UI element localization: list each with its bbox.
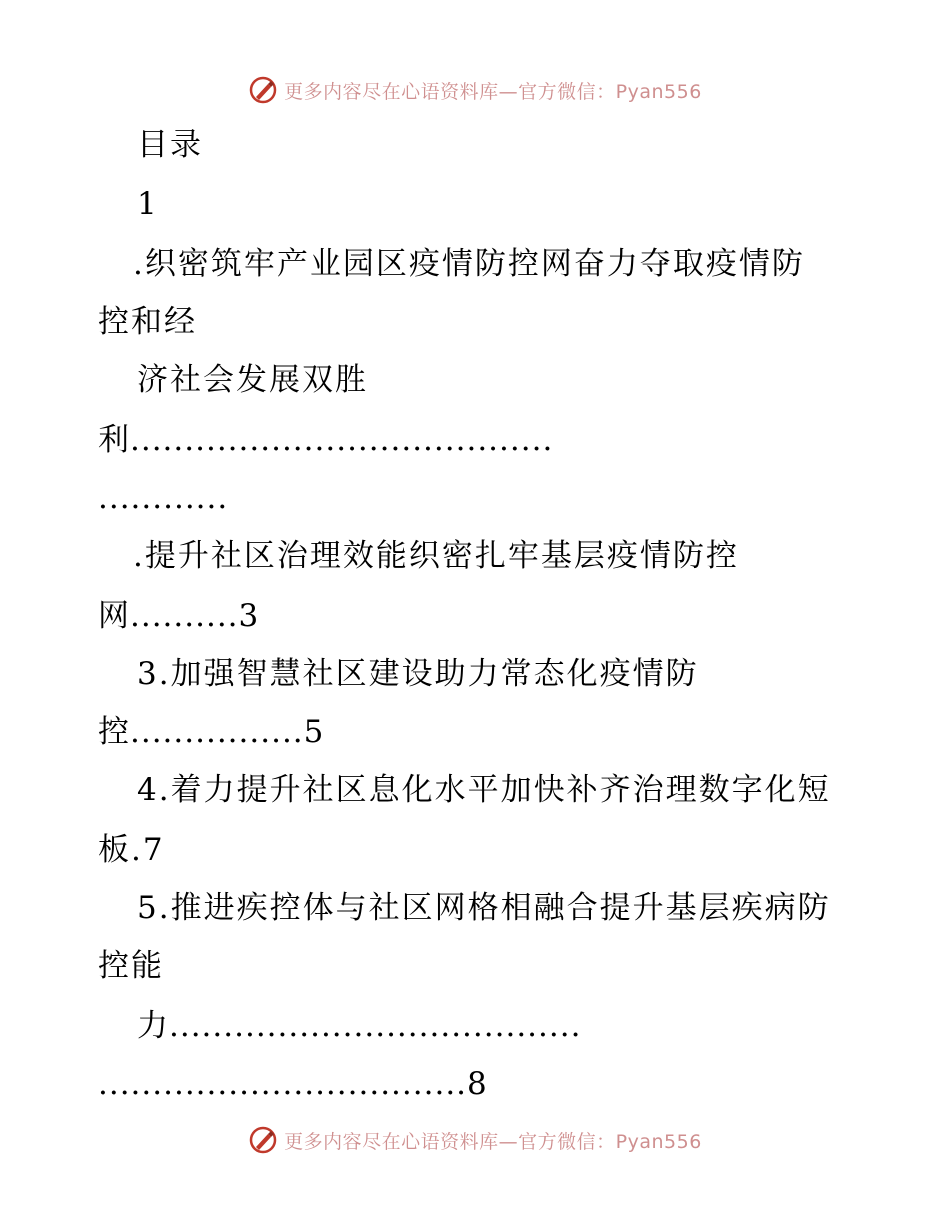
watermark-text: 更多内容尽在心语资料库—官方微信：Pyan556 [284, 80, 702, 103]
toc-line: ............ [98, 480, 229, 516]
toc-line: 网..........3 [98, 598, 260, 634]
toc-line: .织密筑牢产业园区疫情防控网奋力夺取疫情防 [133, 246, 805, 282]
toc-line: 力...................................... [137, 1008, 582, 1044]
toc-line: 3.加强智慧社区建设助力常态化疫情防 [137, 656, 699, 692]
toc-line: 控和经 [98, 304, 197, 340]
toc-line: 1 [137, 186, 159, 222]
toc-line: 济社会发展双胜 [137, 362, 368, 398]
toc-line: 4.着力提升社区息化水平加快补齐治理数字化短 [137, 772, 831, 808]
toc-line: 控能 [98, 948, 164, 984]
pen-logo-icon [248, 75, 278, 105]
watermark-footer [0, 1120, 950, 1160]
toc-line: 利....................................... [98, 422, 554, 458]
toc-heading: 目录 [137, 127, 203, 163]
toc-line: .提升社区治理效能织密扎牢基层疫情防控 [133, 538, 739, 574]
toc-line: 5.推进疾控体与社区网格相融合提升基层疾病防 [137, 890, 831, 926]
toc-line: 板.7 [98, 832, 165, 868]
pen-logo-icon [248, 1125, 278, 1155]
toc-line: ..................................8 [98, 1066, 488, 1102]
watermark-text: 更多内容尽在心语资料库—官方微信：Pyan556 [284, 1130, 702, 1153]
toc-line: 控................5 [98, 714, 325, 750]
watermark-header [0, 70, 950, 110]
